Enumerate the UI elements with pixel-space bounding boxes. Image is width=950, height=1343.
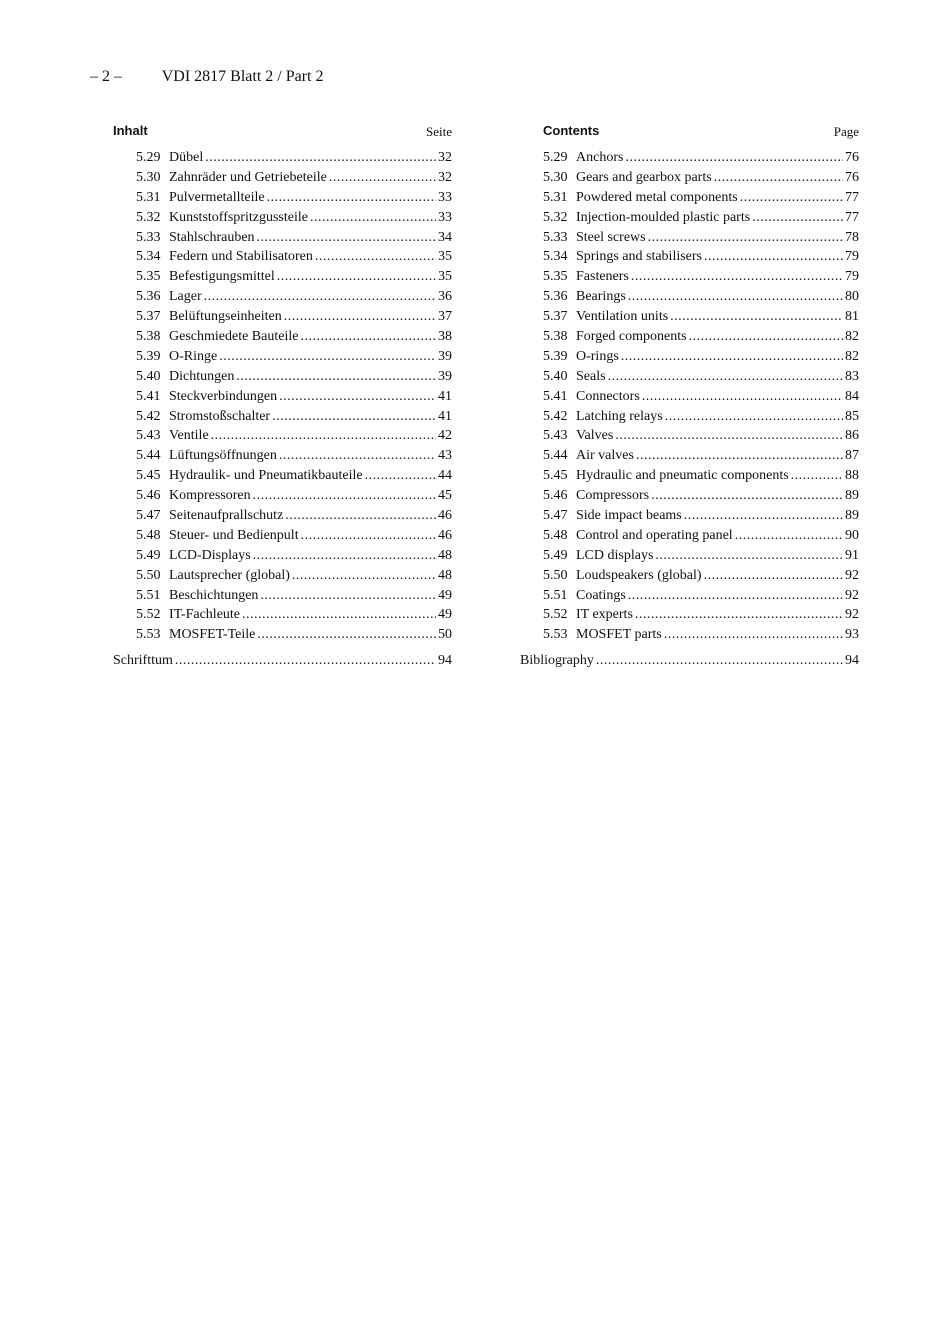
toc-leader-dots bbox=[211, 426, 436, 446]
toc-entry[interactable] bbox=[113, 526, 452, 546]
toc-leader-dots bbox=[315, 247, 436, 267]
toc-entry[interactable] bbox=[113, 188, 452, 208]
toc-leader-dots bbox=[642, 387, 843, 407]
toc-entry-number: 5.51 bbox=[543, 587, 568, 603]
toc-entry-text: Powdered metal components bbox=[576, 189, 738, 205]
toc-german-header bbox=[113, 122, 452, 138]
toc-entry-text: Seitenaufprallschutz bbox=[169, 508, 284, 524]
toc-leader-dots bbox=[285, 506, 436, 526]
toc-entry-number: 5.52 bbox=[136, 607, 161, 623]
toc-entry-number: 5.48 bbox=[543, 527, 568, 543]
toc-leader-dots bbox=[277, 267, 436, 287]
toc-entry[interactable] bbox=[113, 625, 452, 645]
toc-entry-text: LCD displays bbox=[576, 547, 654, 563]
toc-leader-dots bbox=[205, 148, 436, 168]
toc-entry[interactable] bbox=[113, 586, 452, 606]
toc-entry[interactable] bbox=[520, 446, 859, 466]
toc-entry[interactable] bbox=[113, 426, 452, 446]
toc-leader-dots bbox=[740, 188, 843, 208]
toc-entry-text: Kunststoffspritzgussteile bbox=[169, 209, 308, 225]
toc-entry-number: 5.33 bbox=[136, 229, 161, 245]
toc-entry-number: 5.43 bbox=[543, 428, 568, 444]
toc-entry[interactable] bbox=[520, 307, 859, 327]
toc-entry[interactable] bbox=[113, 148, 452, 168]
toc-entry[interactable] bbox=[113, 208, 452, 228]
toc-entry-page: 44 bbox=[438, 468, 452, 484]
toc-entry[interactable] bbox=[520, 486, 859, 506]
toc-entry-text: Beschichtungen bbox=[169, 587, 259, 603]
toc-entry-text: MOSFET parts bbox=[576, 627, 662, 643]
toc-entry-number: 5.50 bbox=[543, 567, 568, 583]
toc-entry[interactable] bbox=[520, 168, 859, 188]
toc-entry-text: Lautsprecher (global) bbox=[169, 567, 290, 583]
toc-leader-dots bbox=[301, 526, 436, 546]
toc-entry-page: 82 bbox=[845, 348, 859, 364]
toc-entry-page: 76 bbox=[845, 150, 859, 165]
toc-entry-page: 80 bbox=[845, 289, 859, 305]
toc-entry-text: Connectors bbox=[576, 388, 640, 404]
toc-entry[interactable] bbox=[113, 446, 452, 466]
toc-entry-page: 39 bbox=[438, 348, 452, 364]
toc-entry-page: 78 bbox=[845, 229, 859, 245]
toc-entry-page: 94 bbox=[845, 653, 859, 669]
toc-entry-text: Bearings bbox=[576, 289, 626, 305]
toc-leader-dots bbox=[292, 566, 436, 586]
toc-entry-page: 90 bbox=[845, 527, 859, 543]
toc-german bbox=[113, 122, 452, 671]
toc-entry-number: 5.42 bbox=[136, 408, 161, 424]
toc-leader-dots bbox=[735, 526, 843, 546]
toc-entry[interactable] bbox=[520, 327, 859, 347]
toc-leader-dots bbox=[253, 546, 436, 566]
toc-entry-page: 93 bbox=[845, 627, 859, 643]
toc-leader-dots bbox=[253, 486, 436, 506]
toc-entry-text: Bibliography bbox=[520, 653, 594, 669]
toc-entry-page: 91 bbox=[845, 547, 859, 563]
toc-entry-number: 5.32 bbox=[543, 209, 568, 225]
toc-entry-text: O-Ringe bbox=[169, 348, 218, 364]
toc-entry-number: 5.36 bbox=[543, 289, 568, 305]
toc-entry-number: 5.42 bbox=[543, 408, 568, 424]
toc-entry-number: 5.41 bbox=[136, 388, 161, 404]
toc-entry-text: Loudspeakers (global) bbox=[576, 567, 702, 583]
toc-entry-number: 5.53 bbox=[543, 627, 568, 643]
toc-entry-page: 43 bbox=[438, 448, 452, 464]
toc-leader-dots bbox=[260, 586, 436, 606]
toc-entry-number: 5.49 bbox=[543, 547, 568, 563]
toc-entry-page: 86 bbox=[845, 428, 859, 444]
toc-entry[interactable] bbox=[113, 287, 452, 307]
toc-entry-number: 5.37 bbox=[136, 309, 161, 325]
toc-entry-number: 5.45 bbox=[543, 468, 568, 484]
toc-entry[interactable] bbox=[113, 387, 452, 407]
toc-entry-page: 38 bbox=[438, 329, 452, 345]
toc-leader-dots bbox=[204, 287, 436, 307]
toc-leader-dots bbox=[279, 446, 436, 466]
toc-entry-number: 5.45 bbox=[136, 468, 161, 484]
page-number: – 2 – bbox=[90, 68, 122, 85]
toc-entry-page: 84 bbox=[845, 388, 859, 404]
toc-entry-page: 89 bbox=[845, 488, 859, 504]
toc-entry[interactable] bbox=[113, 367, 452, 387]
toc-leader-dots bbox=[648, 228, 843, 248]
toc-entry-text: Coatings bbox=[576, 587, 626, 603]
toc-entry-page: 82 bbox=[845, 329, 859, 345]
toc-entry-text: Gears and gearbox parts bbox=[576, 169, 712, 185]
toc-leader-dots bbox=[608, 367, 843, 387]
toc-entry[interactable] bbox=[113, 546, 452, 566]
toc-entry[interactable] bbox=[113, 168, 452, 188]
toc-leader-dots bbox=[219, 347, 436, 367]
toc-entry[interactable] bbox=[520, 148, 859, 168]
toc-entry[interactable] bbox=[520, 506, 859, 526]
toc-entry[interactable] bbox=[520, 367, 859, 387]
toc-entry-page: 42 bbox=[438, 428, 452, 444]
toc-entry-text: Belüftungseinheiten bbox=[169, 309, 282, 325]
toc-entry-number: 5.35 bbox=[136, 269, 161, 285]
toc-english-list bbox=[520, 148, 859, 645]
toc-entry-page: 77 bbox=[845, 189, 859, 205]
toc-entry[interactable] bbox=[520, 625, 859, 645]
toc-entry-text: Lager bbox=[169, 289, 202, 305]
toc-entry-page: 79 bbox=[845, 249, 859, 265]
toc-entry[interactable] bbox=[520, 526, 859, 546]
toc-entry-page: 41 bbox=[438, 408, 452, 424]
toc-leader-dots bbox=[365, 466, 436, 486]
toc-entry-page: 32 bbox=[438, 150, 452, 165]
toc-german-title: Inhalt bbox=[113, 123, 148, 138]
toc-entry-text: Dichtungen bbox=[169, 368, 235, 384]
toc-entry-number: 5.38 bbox=[136, 329, 161, 345]
toc-english-title: Contents bbox=[543, 123, 600, 138]
toc-entry[interactable] bbox=[520, 267, 859, 287]
toc-entry-text: Ventilation units bbox=[576, 309, 669, 325]
toc-entry-page: 94 bbox=[438, 653, 452, 669]
toc-entry-number: 5.47 bbox=[136, 508, 161, 524]
toc-leader-dots bbox=[329, 168, 436, 188]
toc-entry-text: Steckverbindungen bbox=[169, 388, 278, 404]
toc-entry-page: 85 bbox=[845, 408, 859, 424]
toc-english-bibliography[interactable] bbox=[520, 651, 859, 671]
toc-german-page-label: Seite bbox=[426, 124, 452, 139]
toc-entry-page: 46 bbox=[438, 527, 452, 543]
toc-entry[interactable] bbox=[113, 307, 452, 327]
toc-leader-dots bbox=[596, 651, 843, 671]
toc-entry-number: 5.44 bbox=[136, 448, 161, 464]
toc-entry-text: MOSFET-Teile bbox=[169, 627, 256, 643]
toc-entry[interactable] bbox=[520, 566, 859, 586]
toc-entry-page: 76 bbox=[845, 169, 859, 185]
toc-leader-dots bbox=[615, 426, 843, 446]
toc-leader-dots bbox=[267, 188, 436, 208]
toc-entry-number: 5.46 bbox=[543, 488, 568, 504]
toc-entry[interactable] bbox=[113, 327, 452, 347]
toc-entry-text: Zahnräder und Getriebeteile bbox=[169, 169, 327, 185]
toc-german-bibliography[interactable] bbox=[113, 651, 452, 671]
toc-german-list bbox=[113, 148, 452, 645]
toc-entry-text: Geschmiedete Bauteile bbox=[169, 329, 299, 345]
toc-entry-number: 5.43 bbox=[136, 428, 161, 444]
toc-leader-dots bbox=[636, 446, 843, 466]
toc-entry[interactable] bbox=[113, 486, 452, 506]
toc-entry-page: 77 bbox=[845, 209, 859, 225]
toc-entry[interactable] bbox=[520, 228, 859, 248]
toc-entry-page: 46 bbox=[438, 508, 452, 524]
toc-entry-text: Befestigungsmittel bbox=[169, 269, 275, 285]
toc-entry-page: 48 bbox=[438, 547, 452, 563]
toc-entry-page: 49 bbox=[438, 587, 452, 603]
toc-leader-dots bbox=[257, 625, 436, 645]
toc-entry-page: 49 bbox=[438, 607, 452, 623]
toc-entry-text: Schrifttum bbox=[113, 653, 173, 669]
toc-entry[interactable] bbox=[113, 605, 452, 625]
toc-entry-number: 5.38 bbox=[543, 329, 568, 345]
toc-entry-text: LCD-Displays bbox=[169, 547, 251, 563]
toc-entry-number: 5.34 bbox=[543, 249, 568, 265]
toc-entry-page: 92 bbox=[845, 607, 859, 623]
toc-entry[interactable] bbox=[520, 208, 859, 228]
toc-entry-text: Springs and stabilisers bbox=[576, 249, 702, 265]
toc-entry[interactable] bbox=[113, 466, 452, 486]
toc-leader-dots bbox=[651, 486, 843, 506]
toc-entry-text: Stromstoßschalter bbox=[169, 408, 271, 424]
toc-entry-number: 5.29 bbox=[543, 150, 568, 165]
toc-leader-dots bbox=[628, 586, 843, 606]
toc-entry-number: 5.34 bbox=[136, 249, 161, 265]
toc-entry-page: 83 bbox=[845, 368, 859, 384]
toc-entry-text: Pulvermetallteile bbox=[169, 189, 265, 205]
toc-entry-number: 5.31 bbox=[543, 189, 568, 205]
toc-leader-dots bbox=[625, 148, 843, 168]
toc-leader-dots bbox=[704, 566, 843, 586]
toc-entry-text: Kompressoren bbox=[169, 488, 251, 504]
toc-entry-page: 34 bbox=[438, 229, 452, 245]
toc-entry-number: 5.31 bbox=[136, 189, 161, 205]
toc-entry-number: 5.48 bbox=[136, 527, 161, 543]
toc-entry-page: 50 bbox=[438, 627, 452, 643]
toc-entry[interactable] bbox=[520, 188, 859, 208]
toc-entry-page: 79 bbox=[845, 269, 859, 285]
toc-entry-text: Steuer- und Bedienpult bbox=[169, 527, 299, 543]
toc-entry-number: 5.51 bbox=[136, 587, 161, 603]
toc-entry[interactable] bbox=[113, 566, 452, 586]
toc-entry-number: 5.32 bbox=[136, 209, 161, 225]
toc-entry-page: 92 bbox=[845, 567, 859, 583]
toc-entry-page: 89 bbox=[845, 508, 859, 524]
toc-entry-text: Anchors bbox=[576, 150, 624, 165]
document-title: VDI 2817 Blatt 2 / Part 2 bbox=[161, 68, 324, 85]
toc-entry-text: Air valves bbox=[576, 448, 634, 464]
toc-entry-number: 5.39 bbox=[543, 348, 568, 364]
toc-leader-dots bbox=[689, 327, 843, 347]
toc-entry[interactable] bbox=[520, 407, 859, 427]
toc-entry-text: Latching relays bbox=[576, 408, 663, 424]
toc-leader-dots bbox=[310, 208, 436, 228]
toc-leader-dots bbox=[670, 307, 843, 327]
toc-leader-dots bbox=[635, 605, 843, 625]
toc-entry-page: 41 bbox=[438, 388, 452, 404]
toc-entry-page: 81 bbox=[845, 309, 859, 325]
toc-entry[interactable] bbox=[520, 247, 859, 267]
toc-leader-dots bbox=[664, 625, 843, 645]
toc-entry-page: 36 bbox=[438, 289, 452, 305]
toc-entry-number: 5.40 bbox=[136, 368, 161, 384]
toc-entry[interactable] bbox=[520, 287, 859, 307]
toc-entry-page: 39 bbox=[438, 368, 452, 384]
toc-entry[interactable] bbox=[113, 407, 452, 427]
toc-entry[interactable] bbox=[113, 247, 452, 267]
toc-entry[interactable] bbox=[520, 605, 859, 625]
toc-entry-page: 48 bbox=[438, 567, 452, 583]
toc-leader-dots bbox=[791, 466, 843, 486]
toc-entry[interactable] bbox=[113, 228, 452, 248]
toc-entry-page: 35 bbox=[438, 269, 452, 285]
toc-entry-text: Hydraulik- und Pneumatikbauteile bbox=[169, 468, 363, 484]
toc-entry-text: Control and operating panel bbox=[576, 527, 733, 543]
toc-entry-number: 5.30 bbox=[136, 169, 161, 185]
toc-entry-text: Injection-moulded plastic parts bbox=[576, 209, 751, 225]
toc-entry[interactable] bbox=[520, 466, 859, 486]
toc-english-header bbox=[520, 122, 859, 138]
toc-entry-page: 33 bbox=[438, 189, 452, 205]
toc-entry[interactable] bbox=[113, 506, 452, 526]
toc-entry-text: Dübel bbox=[169, 150, 204, 165]
toc-entry-number: 5.40 bbox=[543, 368, 568, 384]
toc-leader-dots bbox=[665, 407, 843, 427]
toc-entry-text: Hydraulic and pneumatic components bbox=[576, 468, 789, 484]
toc-entry-text: Side impact beams bbox=[576, 508, 682, 524]
toc-entry[interactable] bbox=[520, 387, 859, 407]
toc-entry-page: 37 bbox=[438, 309, 452, 325]
toc-entry-number: 5.36 bbox=[136, 289, 161, 305]
toc-entry-text: Compressors bbox=[576, 488, 650, 504]
toc-entry-number: 5.49 bbox=[136, 547, 161, 563]
toc-entry-page: 33 bbox=[438, 209, 452, 225]
toc-entry-text: IT-Fachleute bbox=[169, 607, 241, 623]
toc-leader-dots bbox=[684, 506, 843, 526]
toc-english-page-label: Page bbox=[833, 124, 859, 139]
toc-leader-dots bbox=[621, 347, 843, 367]
toc-entry[interactable] bbox=[520, 347, 859, 367]
toc-entry-number: 5.41 bbox=[543, 388, 568, 404]
toc-entry-text: Seals bbox=[576, 368, 606, 384]
toc-entry-text: Federn und Stabilisatoren bbox=[169, 249, 313, 265]
toc-entry-text: Stahlschrauben bbox=[169, 229, 255, 245]
toc-entry-number: 5.33 bbox=[543, 229, 568, 245]
toc-entry-number: 5.50 bbox=[136, 567, 161, 583]
toc-entry-page: 32 bbox=[438, 169, 452, 185]
toc-leader-dots bbox=[752, 208, 843, 228]
toc-entry[interactable] bbox=[520, 586, 859, 606]
toc-entry-text: Valves bbox=[576, 428, 614, 444]
toc-entry-page: 92 bbox=[845, 587, 859, 603]
toc-entry-text: Fasteners bbox=[576, 269, 629, 285]
toc-entry-text: O-rings bbox=[576, 348, 619, 364]
toc-entry-number: 5.29 bbox=[136, 150, 161, 165]
toc-leader-dots bbox=[631, 267, 843, 287]
toc-leader-dots bbox=[175, 651, 436, 671]
toc-entry-number: 5.37 bbox=[543, 309, 568, 325]
toc-leader-dots bbox=[628, 287, 843, 307]
toc-entry[interactable] bbox=[113, 347, 452, 367]
toc-entry-page: 35 bbox=[438, 249, 452, 265]
toc-entry-number: 5.44 bbox=[543, 448, 568, 464]
toc-leader-dots bbox=[714, 168, 843, 188]
toc-leader-dots bbox=[300, 327, 436, 347]
toc-entry-text: Lüftungsöffnungen bbox=[169, 448, 277, 464]
toc-entry-text: IT experts bbox=[576, 607, 633, 623]
toc-leader-dots bbox=[704, 247, 843, 267]
toc-entry[interactable] bbox=[520, 546, 859, 566]
toc-entry-number: 5.30 bbox=[543, 169, 568, 185]
toc-leader-dots bbox=[284, 307, 436, 327]
toc-entry-number: 5.52 bbox=[543, 607, 568, 623]
toc-entry-number: 5.35 bbox=[543, 269, 568, 285]
toc-leader-dots bbox=[257, 228, 436, 248]
toc-entry-number: 5.47 bbox=[543, 508, 568, 524]
toc-entry[interactable] bbox=[520, 426, 859, 446]
toc-entry-text: Ventile bbox=[169, 428, 209, 444]
toc-leader-dots bbox=[236, 367, 436, 387]
toc-entry-text: Forged components bbox=[576, 329, 687, 345]
toc-leader-dots bbox=[272, 407, 436, 427]
toc-entry-text: Steel screws bbox=[576, 229, 646, 245]
toc-leader-dots bbox=[655, 546, 843, 566]
toc-entry-page: 87 bbox=[845, 448, 859, 464]
toc-entry-number: 5.46 bbox=[136, 488, 161, 504]
page-header bbox=[90, 68, 323, 86]
toc-english bbox=[520, 122, 859, 671]
toc-entry-number: 5.53 bbox=[136, 627, 161, 643]
toc-entry-page: 88 bbox=[845, 468, 859, 484]
toc-entry[interactable] bbox=[113, 267, 452, 287]
toc-leader-dots bbox=[242, 605, 436, 625]
toc-entry-number: 5.39 bbox=[136, 348, 161, 364]
toc-leader-dots bbox=[279, 387, 436, 407]
toc-entry-page: 45 bbox=[438, 488, 452, 504]
